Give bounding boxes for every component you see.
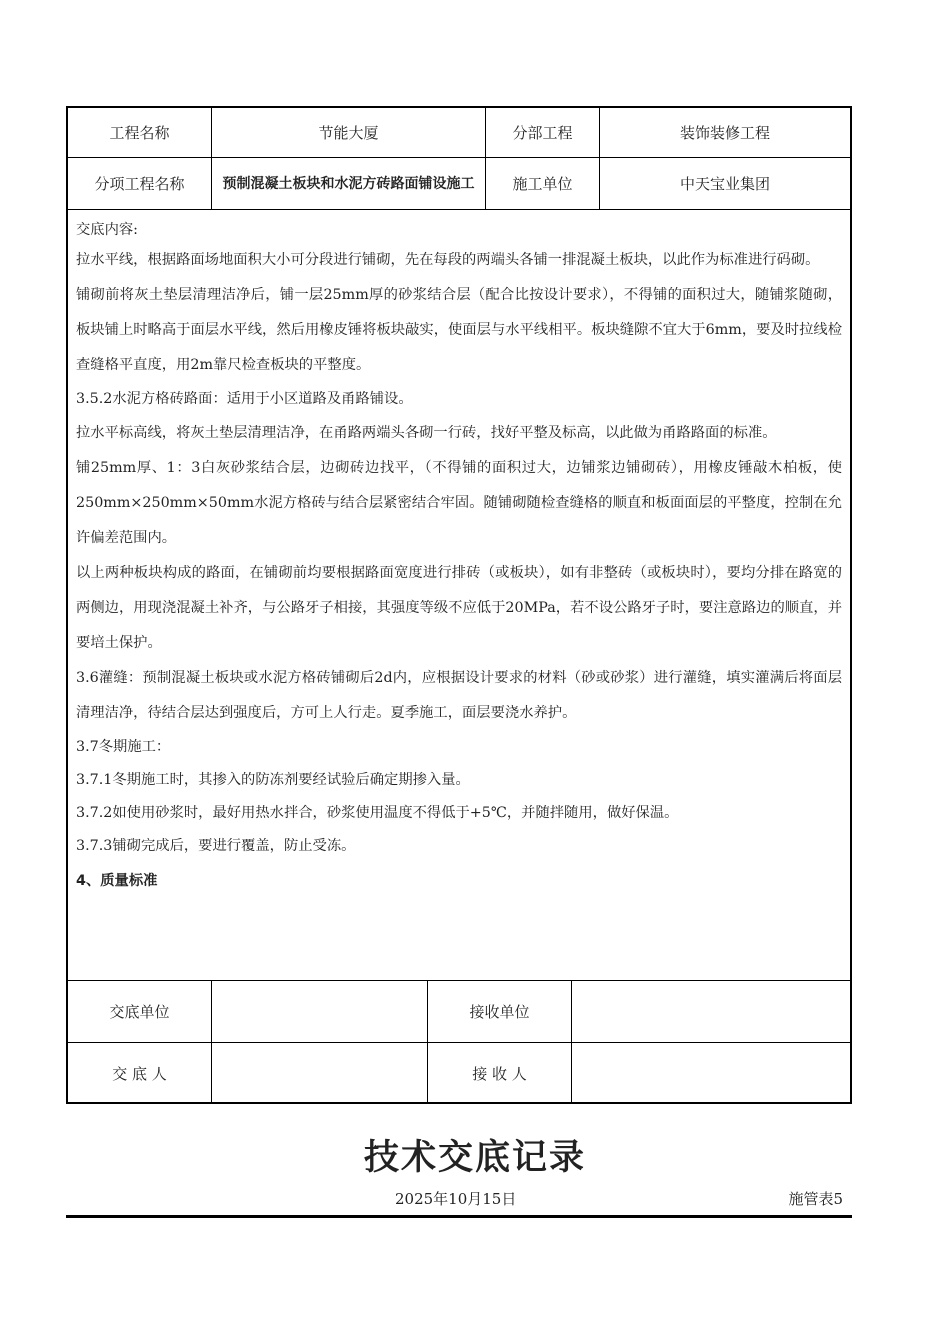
contractor-value: 中天宝业集团	[679, 175, 770, 193]
receiver-person-label: 接 收 人	[428, 1042, 572, 1104]
receiver-unit-field[interactable]	[572, 981, 850, 1042]
subproject-label: 分项工程名称	[68, 158, 212, 209]
document-date: 2025年10月15日	[395, 1190, 517, 1208]
paragraph: 3.7.2如使用砂浆时，最好用热水拌合，砂浆使用温度不得低于+5℃，并随拌随用，做好保温。	[76, 805, 679, 821]
section-heading: 4、质量标准	[76, 873, 158, 889]
paragraph: 3.5.2水泥方格砖路面：适用于小区道路及甬路铺设。	[76, 391, 413, 407]
project-name-label: 工程名称	[68, 108, 212, 157]
header-row-2	[68, 158, 850, 210]
division-value: 装饰装修工程	[679, 124, 770, 142]
receiver-person-field[interactable]	[572, 1042, 850, 1104]
subproject-value: 预制混凝土板块和水泥方砖路面铺设施工	[212, 158, 486, 209]
handover-unit-label: 交底单位	[68, 981, 212, 1042]
content-heading: 交底内容:	[76, 222, 139, 238]
paragraph: 以上两种板块构成的路面，在铺砌前均要根据路面宽度进行排砖（或板块），如有非整砖（或板块时），要均分排在路宽的两侧边，用现浇混凝土补齐，与公路牙子相接，其强度等级不应低于20MPa，若不设公路牙子时，要注意路边的顺直，并要培土保护。	[76, 565, 842, 651]
document-title: 技术交底记录	[363, 1138, 586, 1178]
footer-row-units	[68, 980, 850, 1043]
paragraph: 铺砌前将灰土垫层清理洁净后，铺一层25mm厚的砂浆结合层（配合比按设计要求），不得铺的面积过大，随铺浆随砌，板块铺上时略高于面层水平线，然后用橡皮锤将板块敲实，使面层与水平线相平。板块缝隙不宜大于6mm，要及时拉线检查缝格平直度，用2m靠尺检查板块的平整度。	[76, 287, 842, 373]
paragraph: 拉水平标高线，将灰土垫层清理洁净，在甬路两端头各砌一行砖，找好平整及标高，以此做为甬路路面的标准。	[76, 425, 777, 441]
form-number: 施管表5	[788, 1190, 843, 1208]
paragraph: 3.7.1冬期施工时，其掺入的防冻剂要经试验后确定期掺入量。	[76, 772, 470, 788]
handover-person-label: 交 底 人	[68, 1042, 212, 1104]
paragraph: 3.7.3铺砌完成后，要进行覆盖，防止受冻。	[76, 838, 356, 854]
footer-row-persons	[68, 1042, 850, 1104]
record-table	[66, 106, 852, 1104]
paragraph: 3.6灌缝：预制混凝土板块或水泥方格砖铺砌后2d内，应根据设计要求的材料（砂或砂浆）进行灌缝，填实灌满后将面层清理洁净，待结合层达到强度后，方可上人行走。夏季施工，面层要浇水养护。	[76, 670, 842, 721]
project-name-value: 节能大厦	[212, 108, 486, 157]
receiver-unit-label: 接收单位	[428, 981, 572, 1042]
division-label: 分部工程	[486, 108, 600, 157]
divider-line	[66, 1215, 852, 1218]
header-row-1	[68, 108, 850, 158]
contractor-label: 施工单位	[486, 158, 600, 209]
handover-unit-field[interactable]	[212, 981, 428, 1042]
paragraph: 拉水平线，根据路面场地面积大小可分段进行铺砌，先在每段的两端头各铺一排混凝土板块，以此作为标准进行码砌。	[76, 252, 820, 268]
paragraph: 铺25mm厚、1：3白灰砂浆结合层，边砌砖边找平，（不得铺的面积过大，边铺浆边铺砌砖），用橡皮锤敲木柏板，使250mm×250mm×50mm水泥方格砖与结合层紧密结合牢固。随铺砌随检查缝格的顺直和板面面层的平整度，控制在允许偏差范围内。	[76, 460, 842, 546]
paragraph: 3.7冬期施工：	[76, 739, 171, 755]
content-body	[68, 209, 850, 979]
handover-person-field[interactable]	[212, 1042, 428, 1104]
